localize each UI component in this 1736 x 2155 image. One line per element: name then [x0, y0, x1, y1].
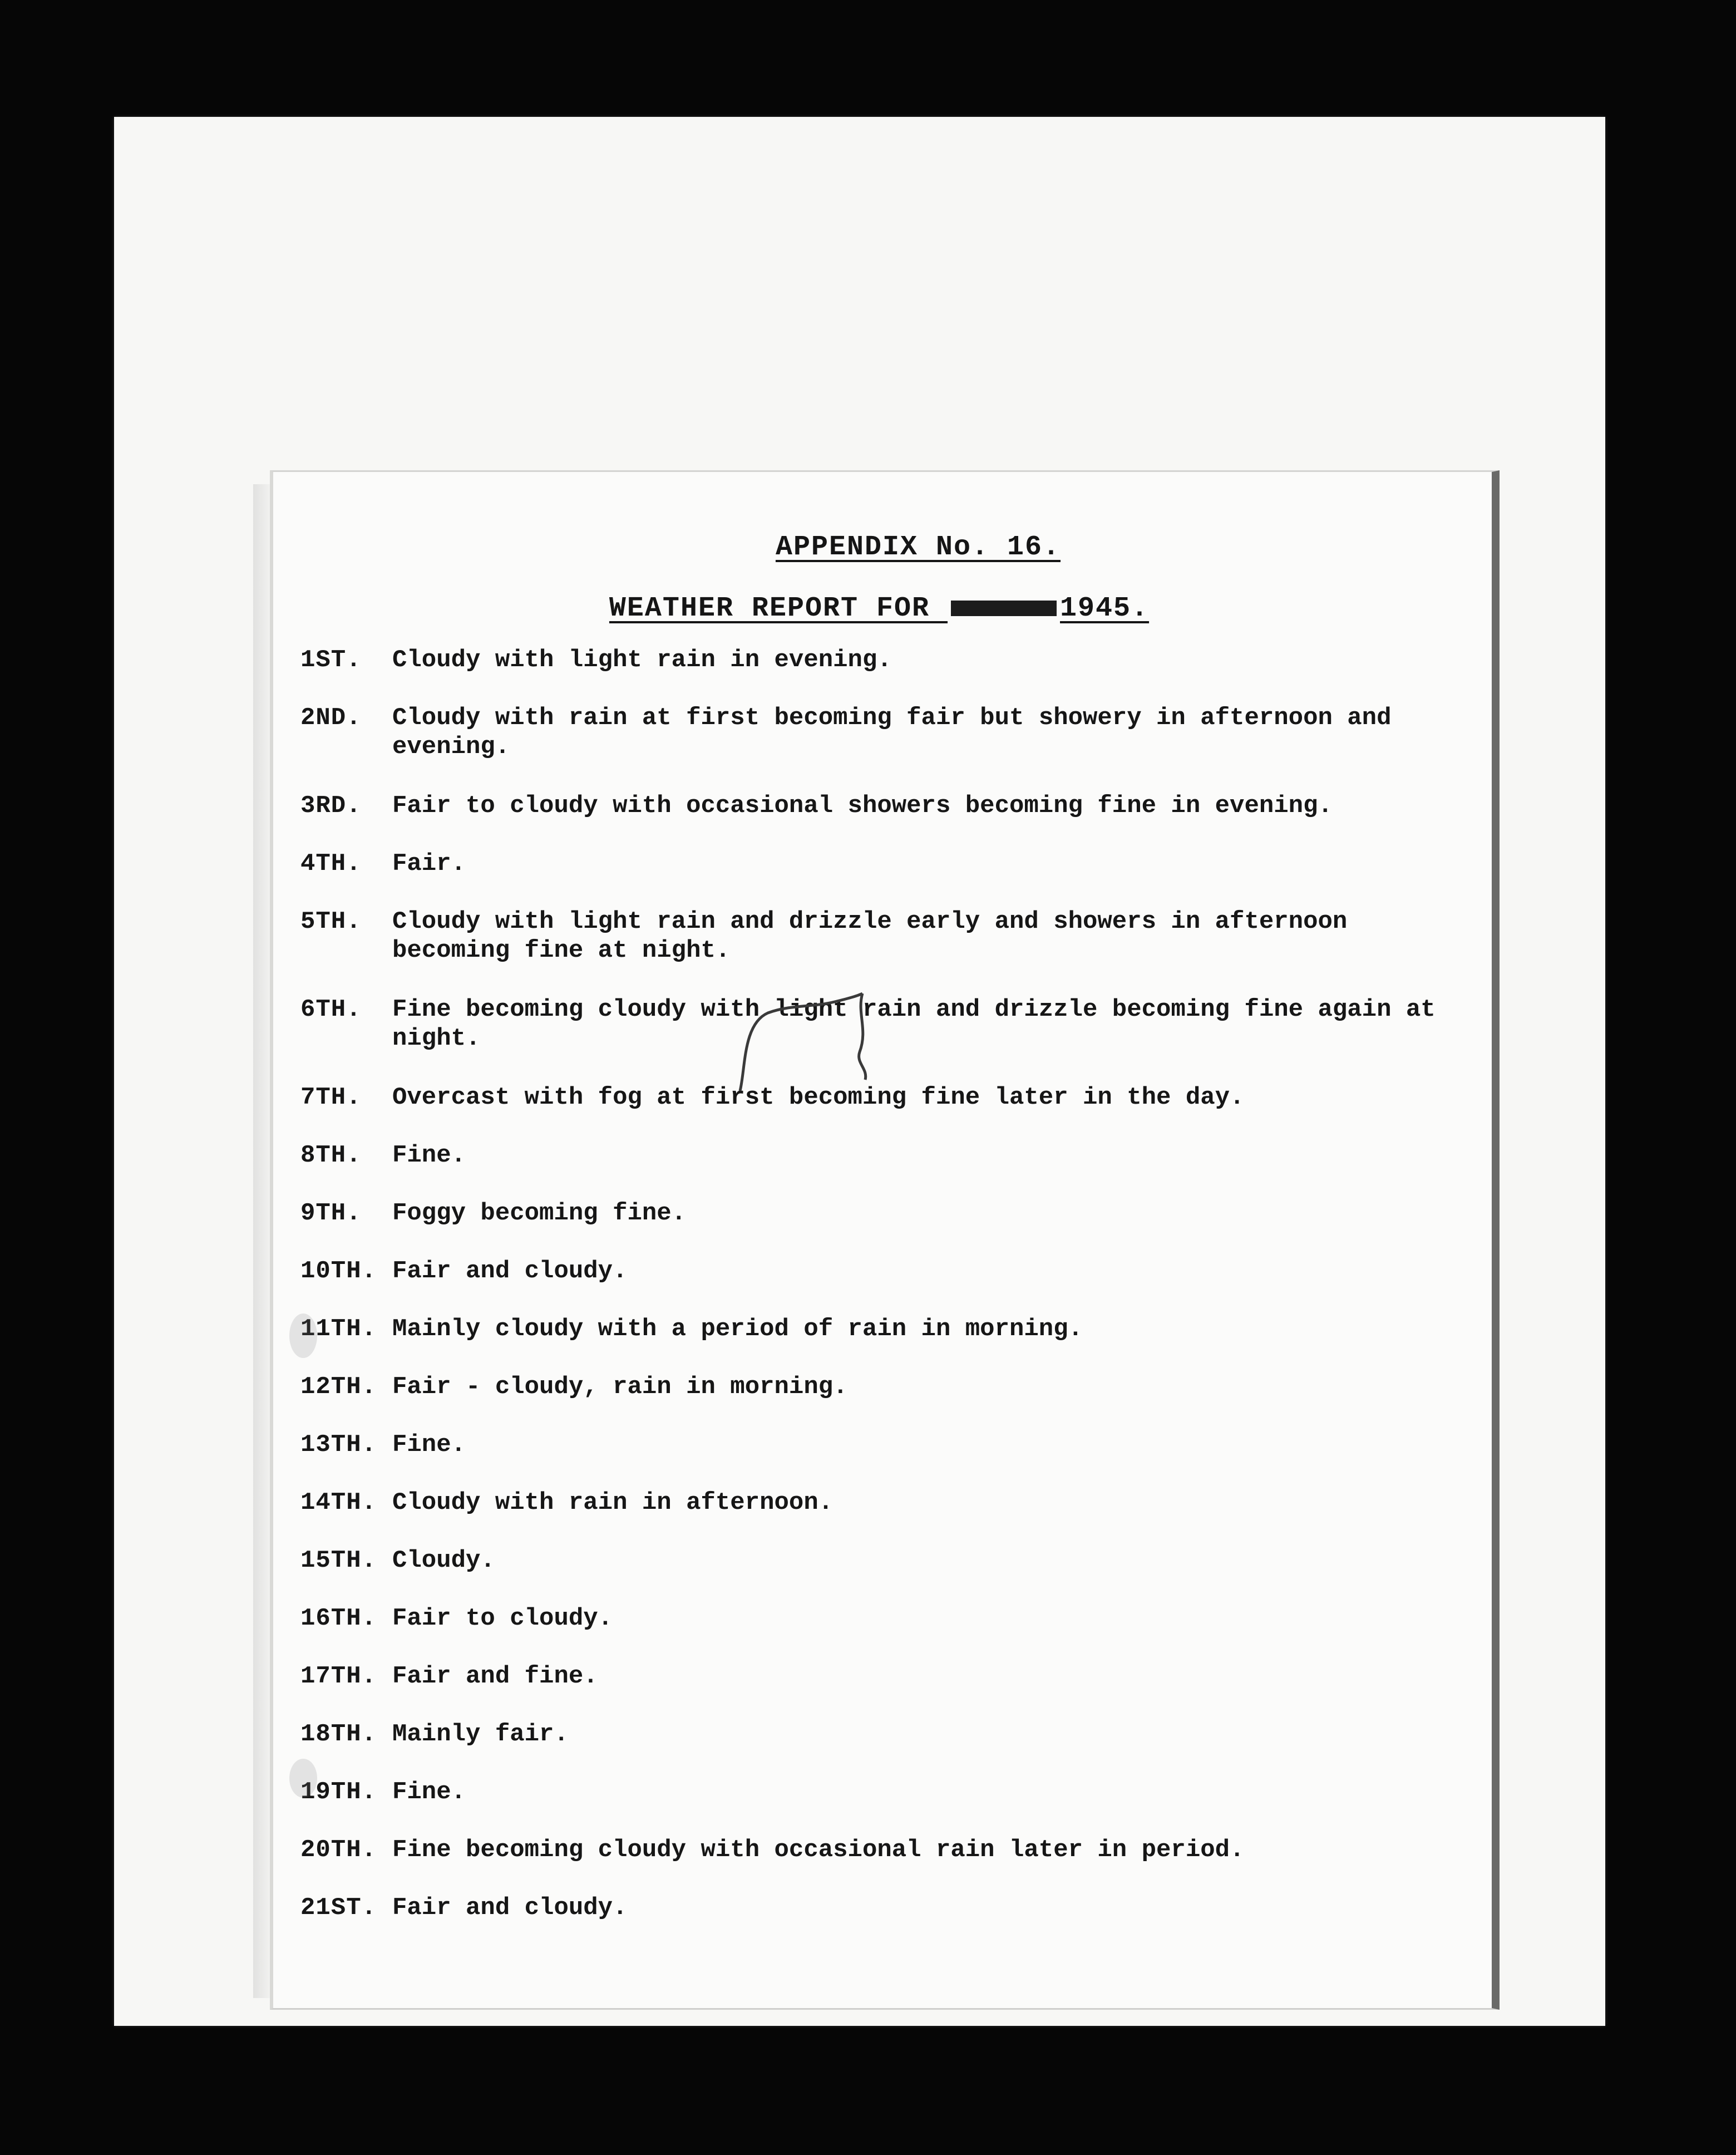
- entry-text: Overcast with fog at first becoming fine later in the day.: [392, 1084, 1245, 1111]
- entry-day: 21ST.: [300, 1894, 377, 1922]
- entry-text: Fine.: [392, 1778, 466, 1806]
- entry-day: 20TH.: [300, 1836, 377, 1864]
- report-heading-prefix: WEATHER REPORT FOR: [609, 593, 930, 624]
- entry-text: Fair and cloudy.: [392, 1894, 628, 1922]
- list-item: [300, 907, 1447, 995]
- list-item: [300, 1836, 1447, 1893]
- report-heading-year: 1945.: [1060, 593, 1150, 624]
- entry-text: Foggy becoming fine.: [392, 1199, 687, 1227]
- entry-day: 11TH.: [300, 1315, 377, 1343]
- entry-day: 4TH.: [300, 850, 362, 878]
- weather-entries-list: [300, 646, 1447, 1951]
- entry-day: 18TH.: [300, 1720, 377, 1748]
- entry-day: 8TH.: [300, 1142, 362, 1169]
- list-item: [300, 1083, 1447, 1141]
- entry-text: Mainly cloudy with a period of rain in morning.: [392, 1315, 1083, 1343]
- entry-day: 19TH.: [300, 1778, 377, 1806]
- redacted-month: [951, 601, 1057, 616]
- entry-day: 1ST.: [300, 646, 362, 674]
- list-item: [300, 1488, 1447, 1546]
- entry-day: 13TH.: [300, 1431, 377, 1459]
- list-item: [300, 703, 1447, 791]
- list-item: [300, 1315, 1447, 1372]
- list-item: [300, 1430, 1447, 1488]
- entry-day: 5TH.: [300, 908, 362, 936]
- entry-text: Fair and fine.: [392, 1662, 598, 1690]
- entry-text: Cloudy with rain at first becoming fair but showery in afternoon and evening.: [392, 704, 1392, 761]
- report-heading: [0, 593, 1736, 624]
- entry-day: 3RD.: [300, 792, 362, 820]
- entry-day: 12TH.: [300, 1373, 377, 1401]
- entry-text: Fair to cloudy.: [392, 1605, 613, 1632]
- entry-text: Fair to cloudy with occasional showers becoming fine in evening.: [392, 792, 1333, 820]
- entry-text: Fine.: [392, 1142, 466, 1169]
- entry-day: 16TH.: [300, 1605, 377, 1632]
- list-item: [300, 791, 1447, 849]
- entry-day: 10TH.: [300, 1257, 377, 1285]
- list-item: [300, 1257, 1447, 1315]
- entry-text: Fair - cloudy, rain in morning.: [392, 1373, 848, 1401]
- list-item: [300, 1893, 1447, 1951]
- list-item: [300, 1604, 1447, 1662]
- entry-day: 7TH.: [300, 1084, 362, 1111]
- entry-text: Cloudy.: [392, 1547, 495, 1575]
- list-item: [300, 1778, 1447, 1836]
- entry-text: Fine becoming cloudy with occasional rain later in period.: [392, 1836, 1245, 1864]
- list-item: [300, 1662, 1447, 1720]
- entry-day: 6TH.: [300, 996, 362, 1024]
- entry-text: Fine.: [392, 1431, 466, 1459]
- entry-text: Fine becoming cloudy with light rain and drizzle becoming fine again at night.: [392, 996, 1436, 1052]
- entry-text: Cloudy with light rain in evening.: [392, 646, 892, 674]
- entry-day: 17TH.: [300, 1662, 377, 1690]
- list-item: [300, 1720, 1447, 1778]
- list-item: [300, 1141, 1447, 1199]
- list-item: [300, 646, 1447, 703]
- entry-day: 9TH.: [300, 1199, 362, 1227]
- entry-day: 14TH.: [300, 1489, 377, 1517]
- list-item: [300, 1199, 1447, 1257]
- entry-text: Fair and cloudy.: [392, 1257, 628, 1285]
- entry-day: 2ND.: [300, 704, 362, 732]
- entry-day: 15TH.: [300, 1547, 377, 1575]
- entry-text: Mainly fair.: [392, 1720, 569, 1748]
- list-item: [300, 1546, 1447, 1604]
- entry-text: Fair.: [392, 850, 466, 878]
- entry-text: Cloudy with light rain and drizzle early and showers in afternoon becoming fine at night.: [392, 908, 1348, 965]
- list-item: [300, 995, 1447, 1083]
- entry-text: Cloudy with rain in afternoon.: [392, 1489, 834, 1517]
- list-item: [300, 849, 1447, 907]
- list-item: [300, 1372, 1447, 1430]
- appendix-heading: APPENDIX No. 16.: [775, 532, 1061, 563]
